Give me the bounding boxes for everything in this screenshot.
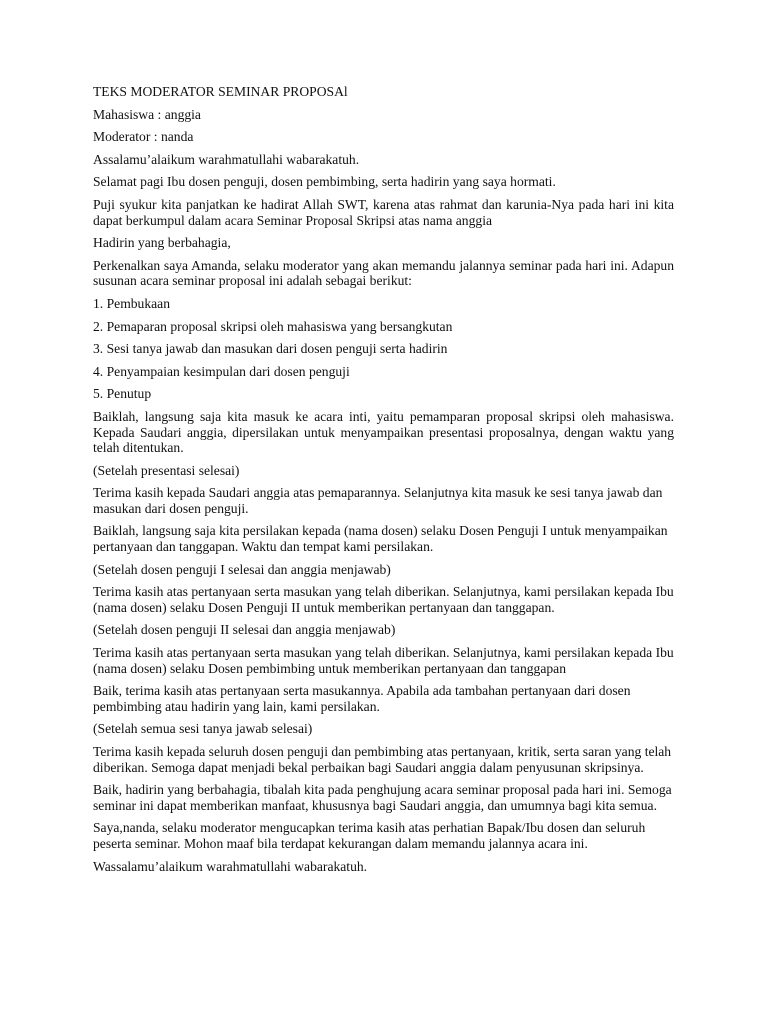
thanks-paragraph: Terima kasih kepada seluruh dosen penguji dan pembimbing atas pertanyaan, kritik, serta saran yang telah diberikan. Semoga dapat menjadi bekal perbaikan bagi Saudari anggia dalam penyusunan skripsinya. — [93, 744, 672, 775]
presentation-invitation: Baiklah, langsung saja kita masuk ke acara inti, yaitu pemamparan proposal skripsi oleh mahasiswa. Kepada Saudari anggia, dipersilakan untuk menyampaikan presentasi proposalnya, dengan waktu yang telah ditentukan. — [93, 408, 674, 456]
additional-questions: Baik, terima kasih atas pertanyaan serta masukannya. Apabila ada tambahan pertanyaan dari dosen pembimbing atau hadirin yang lain, kami persilakan. — [93, 683, 631, 714]
agenda-item: 1. Pembukaan — [93, 295, 171, 311]
gratitude-paragraph: Puji syukur kita panjatkan ke hadirat Allah SWT, karena atas rahmat dan karunia-Nya pada hari ini kita dapat berkumpul dalam acara Seminar Proposal Skripsi atas nama anggia — [93, 196, 674, 228]
agenda-item: 3. Sesi tanya jawab dan masukan dari dosen penguji serta hadirin — [93, 341, 448, 357]
examiner-two-invitation: Terima kasih atas pertanyaan serta masukan yang telah diberikan. Selanjutnya, kami persilakan kepada Ibu (nama dosen) selaku Dosen Penguji II untuk memberikan pertanyaan dan tanggapan. — [93, 584, 674, 615]
introduction-paragraph: Perkenalkan saya Amanda, selaku moderator yang akan memandu jalannya seminar pada hari ini. Adapun susunan acara seminar proposal ini adalah sebagai berikut: — [93, 257, 674, 289]
stage-note: (Setelah dosen penguji I selesai dan anggia menjawab) — [93, 561, 391, 577]
examiner-one-invitation: Baiklah, langsung saja kita persilakan kepada (nama dosen) selaku Dosen Penguji I untuk menyampaikan pertanyaan dan tanggapan. Waktu dan tempat kami persilakan. — [93, 523, 668, 555]
stage-note: (Setelah semua sesi tanya jawab selesai) — [93, 721, 313, 737]
document-title: TEKS MODERATOR SEMINAR PROPOSAl — [93, 84, 348, 99]
closing-greeting: Wassalamu’alaikum warahmatullahi wabarakatuh. — [93, 858, 368, 874]
moderator-line: Moderator : nanda — [93, 129, 194, 145]
opening-greeting: Assalamu’alaikum warahmatullahi wabarakatuh. — [93, 151, 360, 167]
agenda-item: 5. Penutup — [93, 386, 152, 402]
qa-transition: Terima kasih kepada Saudari anggia atas pemaparannya. Selanjutnya kita masuk ke sesi tanya jawab dan masukan dari dosen penguji. — [93, 485, 663, 516]
audience-greeting: Hadirin yang berbahagia, — [93, 235, 231, 251]
agenda-item: 2. Pemaparan proposal skripsi oleh mahasiswa yang bersangkutan — [93, 318, 453, 334]
morning-greeting: Selamat pagi Ibu dosen penguji, dosen pembimbing, serta hadirin yang saya hormati. — [93, 174, 556, 190]
closing-paragraph: Baik, hadirin yang berbahagia, tibalah kita pada penghujung acara seminar proposal pada hari ini. Semoga seminar ini dapat memberikan manfaat, khususnya bagi Saudari anggia, dan umumnya bagi kita semua. — [93, 782, 672, 813]
supervisor-invitation: Terima kasih atas pertanyaan serta masukan yang telah diberikan. Selanjutnya, kami persilakan kepada Ibu (nama dosen) selaku Dosen pembimbing untuk memberikan pertanyaan dan tanggapan — [93, 645, 674, 676]
student-line: Mahasiswa : anggia — [93, 106, 201, 122]
stage-note: (Setelah presentasi selesai) — [93, 462, 240, 478]
moderator-thanks: Saya,nanda, selaku moderator mengucapkan terima kasih atas perhatian Bapak/Ibu dosen dan seluruh peserta seminar. Mohon maaf bila terdapat kekurangan dalam memandu jalannya acara ini. — [93, 820, 646, 851]
agenda-item: 4. Penyampaian kesimpulan dari dosen penguji — [93, 363, 350, 379]
stage-note: (Setelah dosen penguji II selesai dan anggia menjawab) — [93, 622, 396, 638]
